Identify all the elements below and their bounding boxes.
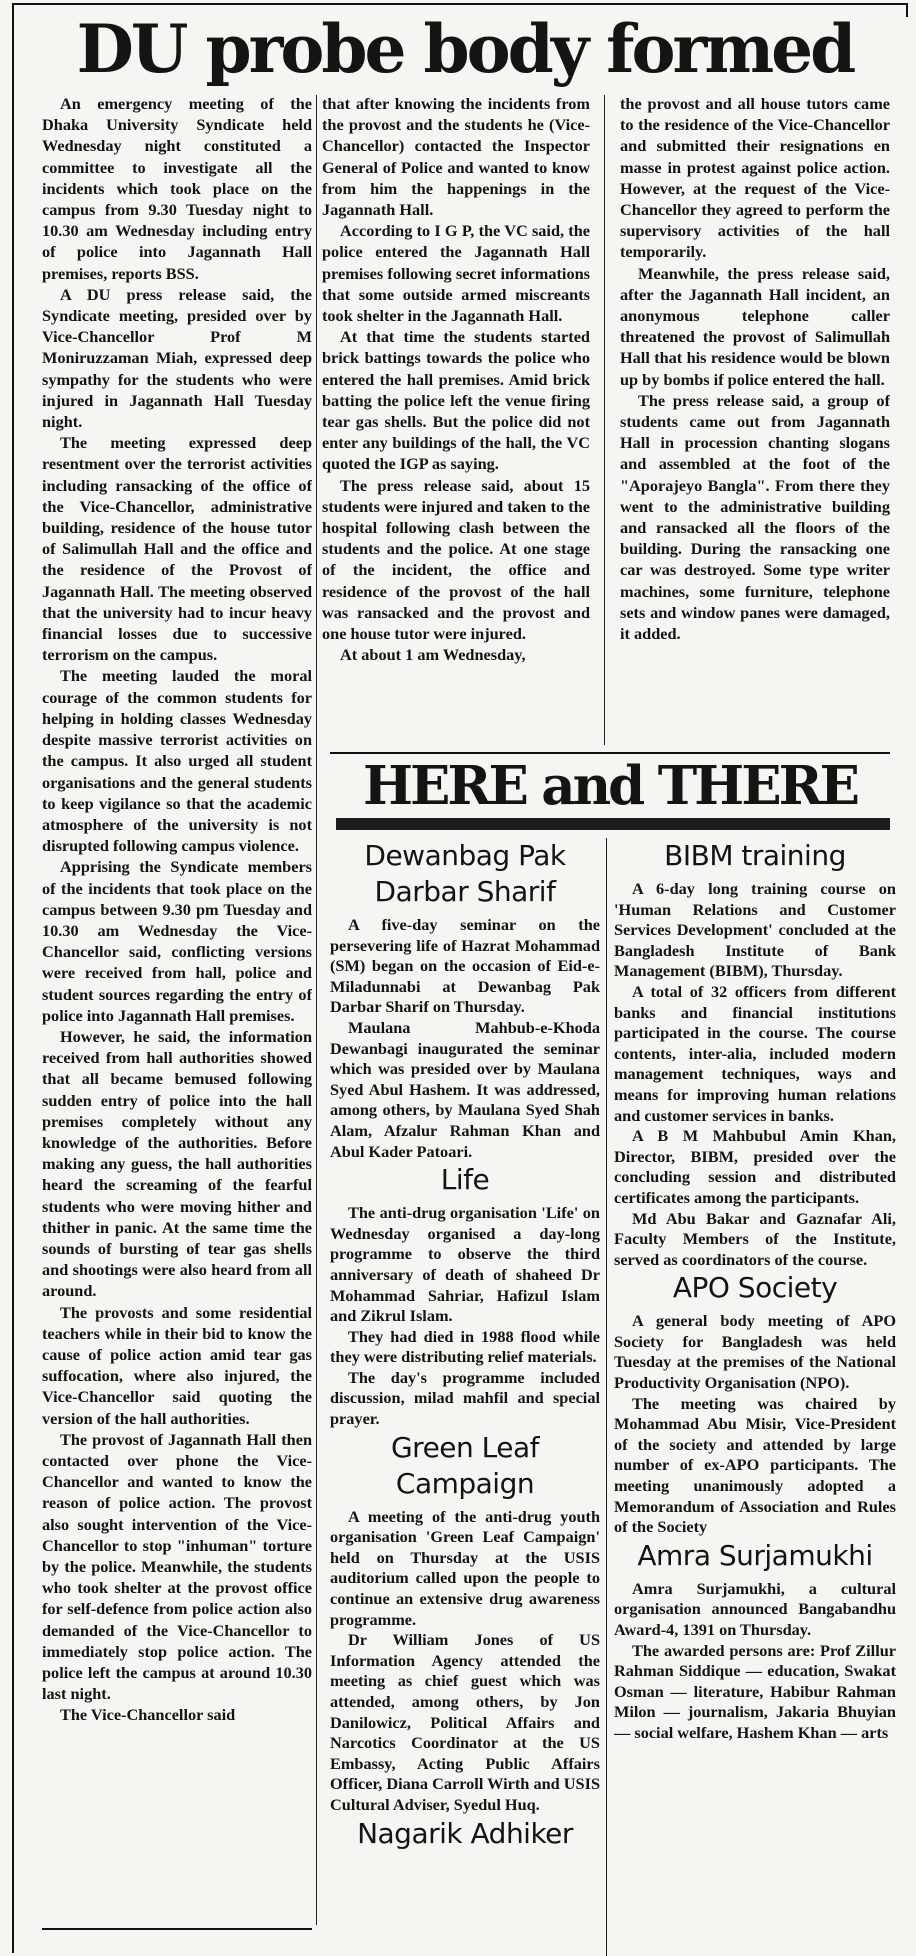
article-column-3 <box>620 93 890 743</box>
paragraph: A DU press release said, the Syndicate meeting, presided over by Vice-Chancellor Prof M Moniruzzaman Miah, expressed deep sympathy for the students who were injured in Jagannath Hall Tuesday night. <box>42 284 312 432</box>
article-column-2 <box>322 93 590 745</box>
top-rule <box>14 3 908 5</box>
story-heading: Nagarik Adhiker <box>357 1816 573 1850</box>
story-heading: Dewanbag Pak Darbar Sharif <box>364 839 566 908</box>
section-bar <box>336 818 890 830</box>
paragraph: The press release said, about 15 students were injured and taken to the hospital following clash between the students and the police. At one stage of the incident, the office and residence of the provost of the hall was ransacked and the provost and one house tutor were injured. <box>322 475 590 644</box>
paragraph: An emergency meeting of the Dhaka University Syndicate held Wednesday night constituted a committee to investigate all the incidents which took place on the campus from 9.30 Tuesday night to 10.30 am Wednesday including entry of police into Jagannath Hall premises, reports BSS. <box>42 94 312 283</box>
story-heading: BIBM training <box>664 839 846 872</box>
paragraph: At about 1 am Wednesday, <box>340 645 526 665</box>
story-heading: Green Leaf Campaign <box>390 1430 540 1500</box>
column-divider <box>316 95 317 1925</box>
paragraph: Md Abu Bakar and Gaznafar Ali, Faculty Members of the Institute, served as coordinators of the course. <box>614 1208 896 1269</box>
stories-column-left <box>330 838 600 1956</box>
paragraph: A five-day seminar on the persevering life of Hazrat Mohammad (SM) began on the occasion of Eid-e-Miladunnabi at Dewanbag Pak Darbar Sharif on Thursday. <box>330 915 600 1017</box>
paragraph: The provosts and some residential teachers while in their bid to know the cause of police action amid tear gas suffocation, where also injured, the Vice-Chancellor said quoting the version of the hall authorities. <box>42 1302 312 1428</box>
article-headline: DU probe body formed <box>76 10 854 88</box>
paragraph: A 6-day long training course on 'Human Relations and Customer Services Development' concluded at the Bangladesh Institute of Bank Management (BIBM), Thursday. <box>614 879 896 981</box>
paragraph: The meeting was chaired by Mohammad Abu Misir, Vice-President of the society and attended by large number of ex-APO participants. The meeting unanimously adopted a Memorandum of Association and Rules of the Society <box>614 1393 896 1537</box>
article-column-1 <box>42 93 312 1923</box>
stories-column-right <box>614 838 896 1956</box>
section-title: HERE and THERE <box>362 755 858 817</box>
paragraph: the provost and all house tutors came to the residence of the Vice-Chancellor and submitted their resignations en masse in protest against police action. However, at the request of the Vice-Chancellor they agreed to perform the supervisory activities of the hall temporarily. <box>620 94 890 262</box>
paragraph: The provost of Jagannath Hall then contacted over phone the Vice-Chancellor and wanted to know the reason of police action. The provost also sought intervention of the Vice-Chancellor to stop "inhuman" torture by the police. Meanwhile, the students who took shelter at the provost office for self-defence from police action also demanded of the Vice-Chancellor to immediately stop police action. The police left the campus at around 10.30 last night. <box>42 1429 312 1704</box>
paragraph: However, he said, the information received from hall authorities showed that all became bemused following sudden entry of police into the hall premises completely without any knowledge of the authorities. Before making any guess, the hall authorities heard the screaming of the fearful students who were moving hither and thither in panic. At the same time the sounds of bursting of tear gas shells and shootings were also heard from all around. <box>42 1026 312 1301</box>
paragraph: They had died in 1988 flood while they were distributing relief materials. <box>330 1326 600 1367</box>
story-heading: Life <box>440 1163 490 1197</box>
paragraph: Maulana Mahbub-e-Khoda Dewanbagi inaugurated the seminar which was presided over by Maulana Syed Abul Hashem. It was addressed, among others, by Maulana Syed Shah Alam, Afzalur Rahman Khan and Abul Kader Patoari. <box>330 1017 600 1161</box>
paragraph: A general body meeting of APO Society for Bangladesh was held Tuesday at the premises of the National Productivity Organisation (NPO). <box>614 1311 896 1393</box>
paragraph: The press release said, a group of students came out from Jagannath Hall in procession chanting slogans and assembled at the foot of the "Aporajeyo Bangla". From there they went to the administrative building and ransacked all the floors of the building. During the ransacking one car was destroyed. Some type writer machines, some furniture, telephone sets and window panes were damaged, it added. <box>620 390 890 644</box>
paragraph: The meeting expressed deep resentment over the terrorist activities including ransacking of the office of the Vice-Chancellor, administrative building, residence of the house tutor of Salimullah Hall and the office and the residence of the Provost of Jagannath Hall. The meeting observed that the university had to incur heavy financial losses due to successive terrorism on the campus. <box>42 433 312 665</box>
paragraph: The anti-drug organisation 'Life' on Wednesday organised a day-long programme to observe the third anniversary of death of shaheed Dr Mohammad Sahriar, Hafizul Islam and Zikrul Islam. <box>330 1203 600 1326</box>
left-rule <box>12 3 14 1953</box>
paragraph: A B M Mahbubul Amin Khan, Director, BIBM, presided over the concluding session and distributed certificates among the participants. <box>614 1126 896 1207</box>
paragraph: Dr William Jones of US Information Agency attended the meeting as chief guest which was attended, among others, by Jon Danilowicz, Political Affairs and Narcotics Coordinator at the US Embassy, Acting Public Affairs Officer, Diana Carroll Wirth and USIS Cultural Adviser, Syedul Huq. <box>330 1630 600 1814</box>
bottom-rule <box>42 1928 312 1930</box>
paragraph: Meanwhile, the press release said, after the Jagannath Hall incident, an anonymous telephone caller threatened the provost of Salimullah Hall that his residence would be blown up by bombs if police entered the hall. <box>620 263 890 389</box>
paragraph: The meeting lauded the moral courage of the common students for helping in holding classes Wednesday despite massive terrorist activities on the campus. It also urged all student organisations and the general students to keep vigilance so that the academic atmosphere of the university is not disrupted following campus violence. <box>42 666 312 856</box>
story-heading: Amra Surjamukhi <box>637 1538 873 1572</box>
column-divider <box>606 838 607 1956</box>
story-heading: APO Society <box>672 1271 838 1305</box>
paragraph: The day's programme included discussion, milad mahfil and special prayer. <box>330 1367 600 1429</box>
paragraph: that after knowing the incidents from the provost and the students he (Vice-Chancellor) contacted the Inspector General of Police and wanted to know from him the happenings in the Jagannath Hall. <box>322 94 590 220</box>
paragraph: A total of 32 officers from different banks and financial institutions participated in the course. The course contents, inter-alia, included modern management techniques, ways and means for improving human relations and customer services in banks. <box>614 981 896 1125</box>
paragraph: The awarded persons are: Prof Zillur Rahman Siddique — education, Swakat Osman — literature, Habibur Rahman Milon — journalism, Jakaria Bhuyian — social welfare, Hashem Khan — arts <box>614 1640 896 1742</box>
paragraph: The Vice-Chancellor said <box>60 1705 236 1725</box>
paragraph: Amra Surjamukhi, a cultural organisation announced Bangabandhu Award-4, 1391 on Thursday. <box>614 1578 896 1639</box>
paragraph: At that time the students started brick battings towards the police who entered the hall premises. Amid brick batting the police left the venue firing tear gas shells. But the police did not enter any buildings of the hall, the VC quoted the IGP as saying. <box>322 327 590 474</box>
paragraph: Apprising the Syndicate members of the incidents that took place on the campus between 9.30 pm Tuesday and 10.30 am Wednesday the Vice-Chancellor said, conflicting versions were received from hall, police and student sources regarding the entry of police into Jagannath Hall premises. <box>42 857 312 1025</box>
paragraph: A meeting of the anti-drug youth organisation 'Green Leaf Campaign' held on Thursday at the USIS auditorium called upon the people to continue an extensive drug awareness programme. <box>330 1506 600 1629</box>
paragraph: According to I G P, the VC said, the police entered the Jagannath Hall premises following secret informations that some outside armed miscreants took shelter in the Jagannath Hall. <box>322 221 590 326</box>
column-divider <box>604 95 605 745</box>
